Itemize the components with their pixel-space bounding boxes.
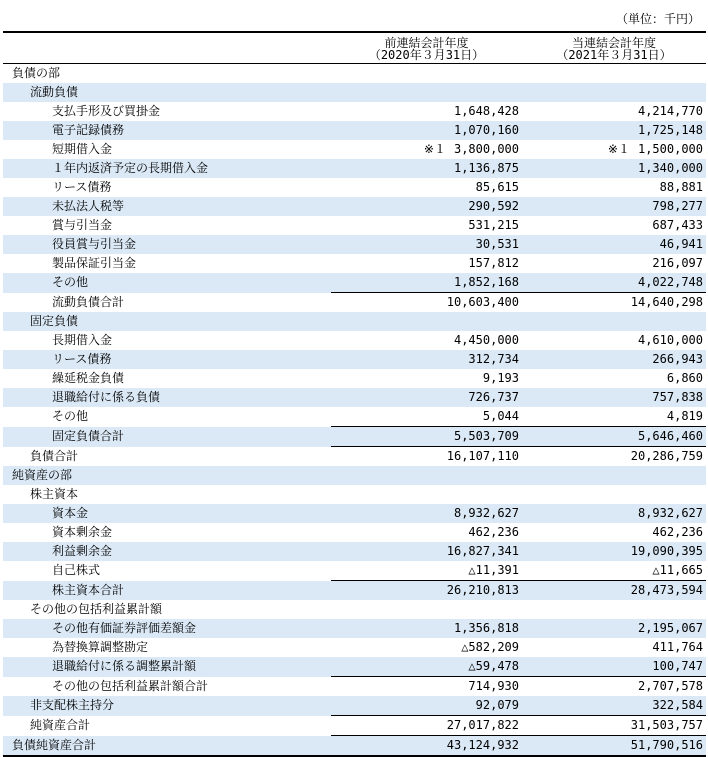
cur-note-mark: ※１ <box>607 142 630 156</box>
row-label: 資本剰余金 <box>52 525 113 539</box>
row-label: 長期借入金 <box>52 333 113 347</box>
table-row <box>3 638 706 657</box>
table-row <box>3 657 706 677</box>
cur-value-cell <box>522 235 706 254</box>
row-label: 流動負債 <box>3 83 331 102</box>
prev-value-cell <box>331 638 522 657</box>
cur-value: 216,097 <box>652 256 703 270</box>
cur-value: 4,819 <box>666 409 703 423</box>
cur-value: 19,090,395 <box>630 544 703 558</box>
prev-value-cell <box>331 331 522 350</box>
cur-value: 1,340,000 <box>637 161 703 175</box>
table-row <box>3 485 706 504</box>
row-label: 自己株式 <box>52 563 101 578</box>
cur-value: 20,286,759 <box>630 449 703 463</box>
cur-value-cell <box>522 293 706 313</box>
cur-value-cell <box>522 638 706 657</box>
row-label: 負債合計 <box>30 448 79 463</box>
prev-value: △582,209 <box>461 640 519 654</box>
row-label: その他 <box>3 273 331 293</box>
table-row <box>3 216 706 235</box>
prev-value-cell <box>331 523 522 542</box>
prev-value-cell <box>331 657 522 677</box>
table-row <box>3 619 706 638</box>
cur-value-cell <box>522 254 706 273</box>
cur-value: 31,503,757 <box>630 718 703 732</box>
prev-value: 85,615 <box>475 180 519 194</box>
cur-value-cell <box>522 600 706 619</box>
table-row <box>3 140 706 159</box>
row-label: リース債務 <box>52 180 112 194</box>
cur-value-cell <box>522 197 706 216</box>
cur-value-cell <box>522 331 706 350</box>
cur-value: 46,941 <box>659 237 703 251</box>
cur-value-cell <box>522 140 706 159</box>
table-row <box>3 561 706 581</box>
row-label: 株主資本 <box>30 487 79 501</box>
row-label: 電子記録債務 <box>3 121 331 140</box>
cur-period-date: （2021年３月31日） <box>556 48 672 62</box>
table-body <box>3 64 706 757</box>
prev-value: 8,932,627 <box>453 506 519 520</box>
cur-value: 798,277 <box>652 199 703 213</box>
cur-value: 322,584 <box>652 698 703 712</box>
prev-value-cell <box>331 64 522 84</box>
row-label: 資本金 <box>3 504 331 523</box>
cur-value-cell <box>522 312 706 331</box>
cur-value: 1,725,148 <box>637 123 703 137</box>
prev-value: 9,193 <box>482 371 519 385</box>
table-row <box>3 427 706 447</box>
prev-value: 16,107,110 <box>446 449 519 463</box>
cur-value: 2,195,067 <box>637 621 703 635</box>
row-label: 短期借入金 <box>52 142 113 156</box>
label-column-header <box>3 32 331 64</box>
prev-value: 92,079 <box>475 698 519 712</box>
cur-value-cell <box>522 407 706 427</box>
cur-value: 4,214,770 <box>637 104 703 118</box>
row-label: 利益剰余金 <box>3 542 331 561</box>
row-label: 株主資本合計 <box>3 581 331 601</box>
table-row <box>3 447 706 467</box>
cur-value: 4,022,748 <box>637 275 703 289</box>
cur-value-cell <box>522 657 706 677</box>
cur-value-cell <box>522 102 706 121</box>
row-label: 固定負債 <box>3 312 331 331</box>
cur-value: 88,881 <box>659 180 703 194</box>
row-label: その他有価証券評価差額金 <box>3 619 331 638</box>
balance-sheet-table <box>3 31 706 757</box>
table-row <box>3 504 706 523</box>
cur-value: 5,646,460 <box>637 429 703 443</box>
cur-value-cell <box>522 350 706 369</box>
table-row <box>3 273 706 293</box>
row-label: １年内返済予定の長期借入金 <box>3 159 331 178</box>
prev-value-cell <box>331 273 522 293</box>
prev-value-cell <box>331 466 522 485</box>
cur-period-header <box>522 32 706 64</box>
prev-value: 462,236 <box>468 525 519 539</box>
prev-value: △11,391 <box>468 563 519 577</box>
cur-value-cell <box>522 64 706 84</box>
cur-value-cell <box>522 581 706 601</box>
table-row <box>3 64 706 84</box>
prev-value-cell <box>331 485 522 504</box>
prev-value: 1,852,168 <box>453 275 519 289</box>
prev-value-cell <box>331 350 522 369</box>
table-row <box>3 121 706 140</box>
cur-value: 14,640,298 <box>630 295 703 309</box>
cur-value-cell <box>522 388 706 407</box>
prev-value-cell <box>331 369 522 388</box>
prev-value: 290,592 <box>468 199 519 213</box>
prev-value: 157,812 <box>468 256 519 270</box>
cur-value: 51,790,516 <box>630 738 703 752</box>
table-row <box>3 197 706 216</box>
cur-value: 4,610,000 <box>637 333 703 347</box>
cur-value-cell <box>522 716 706 736</box>
cur-value-cell <box>522 736 706 757</box>
row-label: 純資産合計 <box>30 718 91 732</box>
prev-value-cell <box>331 696 522 716</box>
prev-value-cell <box>331 178 522 197</box>
prev-value-cell <box>331 619 522 638</box>
prev-value-cell <box>331 736 522 757</box>
table-row <box>3 466 706 485</box>
table-row <box>3 235 706 254</box>
prev-value-cell <box>331 216 522 235</box>
table-row <box>3 350 706 369</box>
cur-value: 411,764 <box>652 640 703 654</box>
row-label: 支払手形及び買掛金 <box>52 104 161 118</box>
prev-period-date: （2020年３月31日） <box>368 48 485 62</box>
cur-value: 1,500,000 <box>637 142 703 156</box>
prev-value: 30,531 <box>475 237 519 251</box>
prev-value-cell <box>331 407 522 427</box>
prev-value-cell <box>331 447 522 467</box>
cur-value-cell <box>522 216 706 235</box>
table-row <box>3 312 706 331</box>
prev-value-cell <box>331 102 522 121</box>
table-row <box>3 523 706 542</box>
cur-value-cell <box>522 447 706 467</box>
table-row <box>3 736 706 757</box>
cur-value-cell <box>522 542 706 561</box>
cur-value-cell <box>522 159 706 178</box>
cur-value-cell <box>522 677 706 697</box>
table-row <box>3 407 706 427</box>
prev-value: 531,215 <box>468 218 519 232</box>
row-label: 負債の部 <box>12 66 61 80</box>
prev-value-cell <box>331 504 522 523</box>
row-label: リース債務 <box>3 350 331 369</box>
prev-period-header <box>331 32 522 64</box>
cur-value: 8,932,627 <box>637 506 703 520</box>
table-row <box>3 600 706 619</box>
cur-value: 2,707,578 <box>637 679 703 693</box>
prev-value: 726,737 <box>468 390 519 404</box>
row-label: 為替換算調整勘定 <box>52 640 149 654</box>
table-row <box>3 677 706 697</box>
cur-value-cell <box>522 485 706 504</box>
row-label: 未払法人税等 <box>3 197 331 216</box>
row-label: 固定負債合計 <box>3 427 331 447</box>
row-label: 退職給付に係る調整累計額 <box>3 657 331 677</box>
prev-value-cell <box>331 121 522 140</box>
cur-value: 757,838 <box>652 390 703 404</box>
table-row <box>3 159 706 178</box>
cur-value-cell <box>522 427 706 447</box>
prev-value-cell <box>331 561 522 581</box>
prev-value-cell <box>331 293 522 313</box>
row-label: 流動負債合計 <box>52 294 125 309</box>
table-row <box>3 254 706 273</box>
prev-value: 5,044 <box>482 409 519 423</box>
prev-value: 4,450,000 <box>453 333 519 347</box>
prev-value: 1,356,818 <box>453 621 519 635</box>
prev-value-cell <box>331 716 522 736</box>
cur-period-title: 当連結会計年度 <box>571 36 656 50</box>
table-row <box>3 369 706 388</box>
prev-value: 43,124,932 <box>446 738 519 752</box>
cur-value: 687,433 <box>652 218 703 232</box>
row-label: 非支配株主持分 <box>3 696 331 716</box>
table-row <box>3 581 706 601</box>
row-label: 退職給付に係る負債 <box>3 388 331 407</box>
prev-value: 312,734 <box>468 352 519 366</box>
prev-value-cell <box>331 388 522 407</box>
prev-value: 1,070,160 <box>453 123 519 137</box>
cur-value: 28,473,594 <box>630 583 703 597</box>
prev-value: 1,648,428 <box>453 104 519 118</box>
prev-value-cell <box>331 677 522 697</box>
cur-value: 462,236 <box>652 525 703 539</box>
prev-value: 5,503,709 <box>453 429 519 443</box>
cur-value: △11,665 <box>652 563 703 577</box>
row-label: その他の包括利益累計額 <box>30 602 163 616</box>
cur-value-cell <box>522 369 706 388</box>
row-label: その他の包括利益累計額合計 <box>52 678 209 693</box>
prev-value-cell <box>331 140 522 159</box>
cur-value-cell <box>522 619 706 638</box>
prev-value: 27,017,822 <box>446 718 519 732</box>
prev-value-cell <box>331 581 522 601</box>
header-row <box>3 32 706 64</box>
cur-value-cell <box>522 121 706 140</box>
prev-value: 10,603,400 <box>446 295 519 309</box>
table-row <box>3 542 706 561</box>
cur-value-cell <box>522 466 706 485</box>
prev-value-cell <box>331 235 522 254</box>
prev-period-title: 前連結会計年度 <box>384 36 469 50</box>
row-label: 役員賞与引当金 <box>3 235 331 254</box>
prev-value: 16,827,341 <box>446 544 519 558</box>
cur-value-cell <box>522 273 706 293</box>
prev-value-cell <box>331 159 522 178</box>
prev-value: △59,478 <box>468 659 519 673</box>
table-row <box>3 388 706 407</box>
prev-note-mark: ※１ <box>423 142 446 156</box>
table-row <box>3 102 706 121</box>
prev-value: 26,210,813 <box>446 583 519 597</box>
prev-value-cell <box>331 83 522 102</box>
cur-value-cell <box>522 561 706 581</box>
row-label: 賞与引当金 <box>52 218 113 232</box>
prev-value: 3,800,000 <box>453 142 519 156</box>
table-row <box>3 293 706 313</box>
cur-value-cell <box>522 83 706 102</box>
prev-value-cell <box>331 427 522 447</box>
cur-value: 266,943 <box>652 352 703 366</box>
cur-value-cell <box>522 696 706 716</box>
table-row <box>3 178 706 197</box>
prev-value-cell <box>331 600 522 619</box>
cur-value-cell <box>522 523 706 542</box>
cur-value-cell <box>522 178 706 197</box>
table-row <box>3 331 706 350</box>
table-row <box>3 83 706 102</box>
cur-value-cell <box>522 504 706 523</box>
prev-value: 1,136,875 <box>453 161 519 175</box>
row-label: 製品保証引当金 <box>52 256 137 270</box>
prev-value-cell <box>331 542 522 561</box>
unit-label: （単位：千円） <box>615 12 700 26</box>
table-row <box>3 716 706 736</box>
prev-value-cell <box>331 254 522 273</box>
row-label: 純資産の部 <box>3 466 331 485</box>
row-label: 繰延税金負債 <box>52 371 125 385</box>
cur-value: 100,747 <box>652 659 703 673</box>
cur-value: 6,860 <box>666 371 703 385</box>
prev-value: 714,930 <box>468 679 519 693</box>
prev-value-cell <box>331 197 522 216</box>
row-label: 負債純資産合計 <box>3 736 331 757</box>
prev-value-cell <box>331 312 522 331</box>
row-label: その他 <box>52 409 89 424</box>
table-row <box>3 696 706 716</box>
